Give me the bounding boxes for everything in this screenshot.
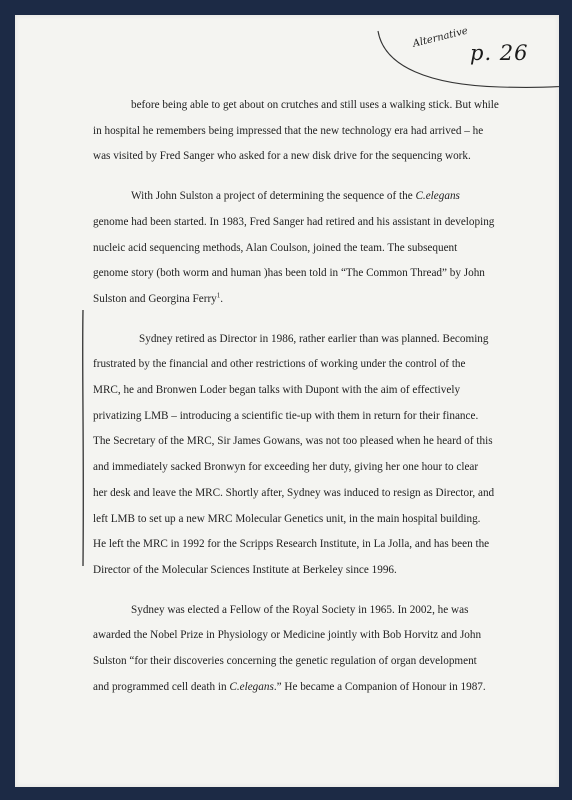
paragraph-3 bbox=[93, 327, 513, 584]
text-segment: With John Sulston a project of determining the sequence of the bbox=[131, 190, 413, 203]
text-line: privatizing LMB – introducing a scientific tie-up with them in return for their finance. bbox=[93, 409, 479, 422]
text-line bbox=[93, 675, 513, 701]
text-segment: Sulston and Georgina Ferry bbox=[93, 292, 217, 305]
text-line: Sulston “for their discoveries concerning the genetic regulation of organ development bbox=[93, 655, 477, 668]
text-line: Sydney retired as Director in 1986, rather earlier than was planned. Becoming bbox=[139, 332, 489, 345]
italic-term: C.elegans bbox=[229, 680, 274, 693]
text-line: left LMB to set up a new MRC Molecular Genetics unit, in the main hospital building. bbox=[93, 512, 481, 525]
annotation-note: Alternative bbox=[411, 25, 469, 50]
text-line: her desk and leave the MRC. Shortly after, Sydney was induced to resign as Director, and bbox=[93, 486, 495, 499]
text-line: MRC, he and Bronwen Loder began talks with Dupont with the aim of effectively bbox=[93, 384, 461, 397]
text-line: genome story (both worm and human )has been told in “The Common Thread” by John bbox=[93, 267, 485, 280]
text-segment: and programmed cell death in bbox=[93, 680, 227, 693]
text-segment: . bbox=[220, 292, 224, 305]
text-line bbox=[93, 287, 513, 313]
text-line: Director of the Molecular Sciences Institute at Berkeley since 1996. bbox=[93, 563, 397, 576]
text-segment: .” He became a Companion of Honour in 1987. bbox=[273, 680, 486, 693]
text-line: frustrated by the financial and other restrictions of working under the control of the bbox=[93, 358, 466, 371]
paragraph-2 bbox=[93, 184, 513, 313]
text-line: The Secretary of the MRC, Sir James Gowans, was not too pleased when he heard of this bbox=[93, 435, 493, 448]
text-line: genome had been started. In 1983, Fred Sanger had retired and his assistant in developing bbox=[93, 215, 495, 228]
margin-mark bbox=[79, 310, 87, 566]
paragraph-4 bbox=[93, 598, 513, 701]
document-page bbox=[15, 15, 559, 787]
text-line: awarded the Nobel Prize in Physiology or Medicine jointly with Bob Horvitz and John bbox=[93, 629, 482, 642]
text-line: and immediately sacked Bronwyn for exceeding her duty, giving her one hour to clear bbox=[93, 461, 479, 474]
text-line bbox=[93, 184, 513, 210]
italic-term: C.elegans bbox=[415, 190, 460, 203]
page-number: p. 26 bbox=[470, 41, 529, 65]
text-line: He left the MRC in 1992 for the Scripps Research Institute, in La Jolla, and has been the bbox=[93, 538, 490, 551]
footnote-marker: 1 bbox=[216, 291, 221, 300]
text-line: was visited by Fred Sanger who asked for a new disk drive for the sequencing work. bbox=[93, 150, 471, 163]
text-line: nucleic acid sequencing methods, Alan Coulson, joined the team. The subsequent bbox=[93, 241, 458, 254]
document-body bbox=[93, 93, 513, 714]
text-line: Sydney was elected a Fellow of the Royal Society in 1965. In 2002, he was bbox=[131, 603, 469, 616]
text-line: in hospital he remembers being impressed that the new technology era had arrived – he bbox=[93, 124, 484, 137]
text-line: before being able to get about on crutches and still uses a walking stick. But while bbox=[131, 99, 499, 111]
paragraph-1 bbox=[93, 93, 513, 170]
